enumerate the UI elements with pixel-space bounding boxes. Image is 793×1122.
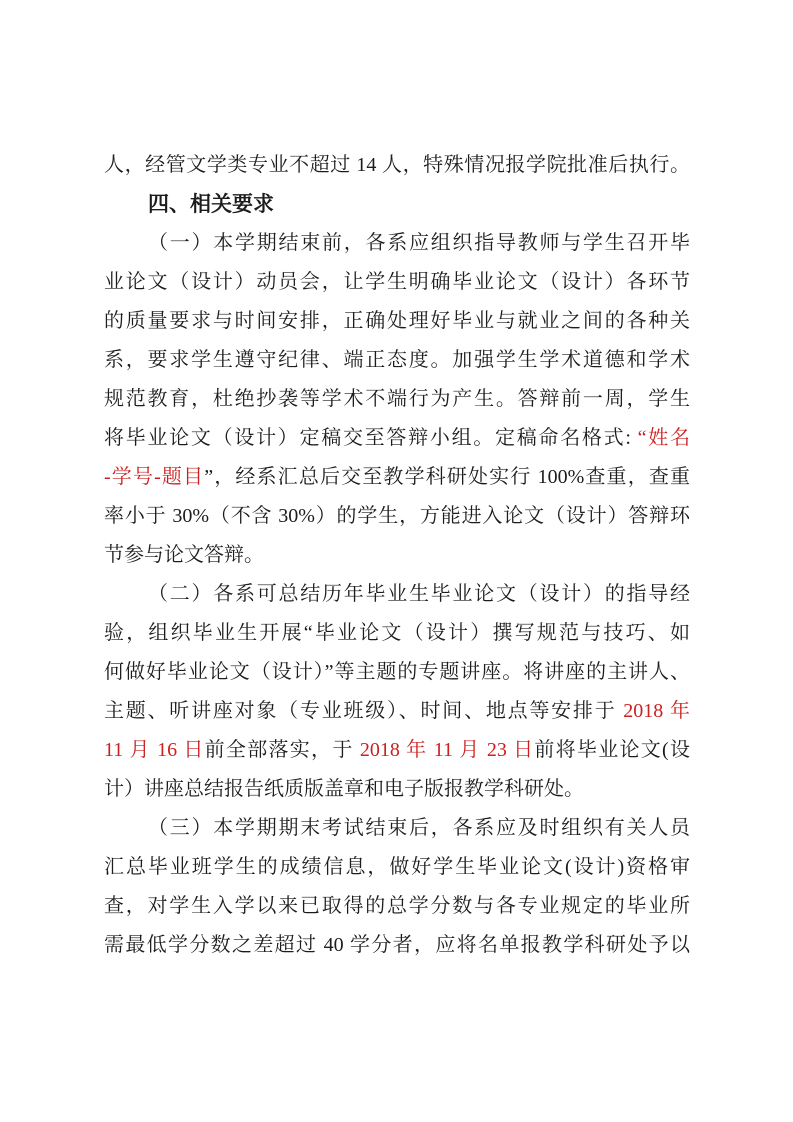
text-segment: 查，对学生入学以来已取得的总学分数与各专业规定的毕业所 [104,895,690,917]
text-segment: （一）本学期结束前，各系应组织指导教师与学生召开毕 [148,232,690,254]
text-line [104,302,690,341]
text-line [104,536,690,575]
text-line [104,614,690,653]
red-emphasis-text: 2018 年 [623,700,691,722]
text-segment: 何做好毕业论文（设计）”等主题的专题讲座。将讲座的主讲人、 [104,661,690,683]
text-line [104,809,690,848]
text-segment: 的质量要求与时间安排，正确处理好毕业与就业之间的各种关 [104,310,690,332]
text-segment: 验，组织毕业生开展“毕业论文（设计）撰写规范与技巧、如 [104,622,690,644]
text-line [104,653,690,692]
text-segment: 计）讲座总结报告纸质版盖章和电子版报教学科研处。 [104,778,584,800]
text-segment: 需最低学分数之差超过 40 学分者，应将名单报教学科研处予以 [104,934,690,956]
text-line [104,770,690,809]
text-segment: 前全部落实，于 [204,739,360,761]
text-line [104,887,690,926]
section-heading [104,185,690,224]
red-emphasis-text: “姓名 [637,427,690,449]
text-line [104,224,690,263]
red-emphasis-text: 2018 年 11 月 23 日 [359,739,535,761]
text-line [104,263,690,302]
text-line [104,848,690,887]
text-segment: 将毕业论文（设计）定稿交至答辩小组。定稿命名格式: [104,427,638,449]
text-segment: 汇总毕业班学生的成绩信息，做好学生毕业论文(设计)资格审 [104,856,690,878]
text-segment: 主题、听讲座对象（专业班级）、时间、地点等安排于 [104,700,624,722]
text-line [104,926,690,965]
text-line [104,341,690,380]
text-segment: 率小于 30%（不含 30%）的学生，方能进入论文（设计）答辩环 [104,505,690,527]
text-segment: 系，要求学生遵守纪律、端正态度。加强学生学术道德和学术 [104,349,690,371]
text-segment: 人，经管文学类专业不超过 14 人，特殊情况报学院批准后执行。 [104,154,690,176]
text-line [104,497,690,536]
text-line [104,458,690,497]
text-line [104,731,690,770]
text-segment: 节参与论文答辩。 [104,544,264,566]
text-segment: （二）各系可总结历年毕业生毕业论文（设计）的指导经 [148,583,690,605]
text-segment: 业论文（设计）动员会，让学生明确毕业论文（设计）各环节 [104,271,690,293]
text-line [104,419,690,458]
text-line [104,146,690,185]
text-segment: ”，经系汇总后交至教学科研处实行 100%查重，查重 [204,466,690,488]
text-segment: 前将毕业论文(设 [534,739,690,761]
text-line [104,380,690,419]
red-emphasis-text: 11 月 16 日 [104,739,205,761]
red-emphasis-text: -学号-题目 [104,466,205,488]
text-segment: 规范教育，杜绝抄袭等学术不端行为产生。答辩前一周，学生 [104,388,690,410]
text-line [104,692,690,731]
text-segment: （三）本学期期末考试结束后，各系应及时组织有关人员 [148,817,690,839]
text-line [104,575,690,614]
document-text-body [104,146,690,965]
text-segment: 四、相关要求 [148,193,274,216]
